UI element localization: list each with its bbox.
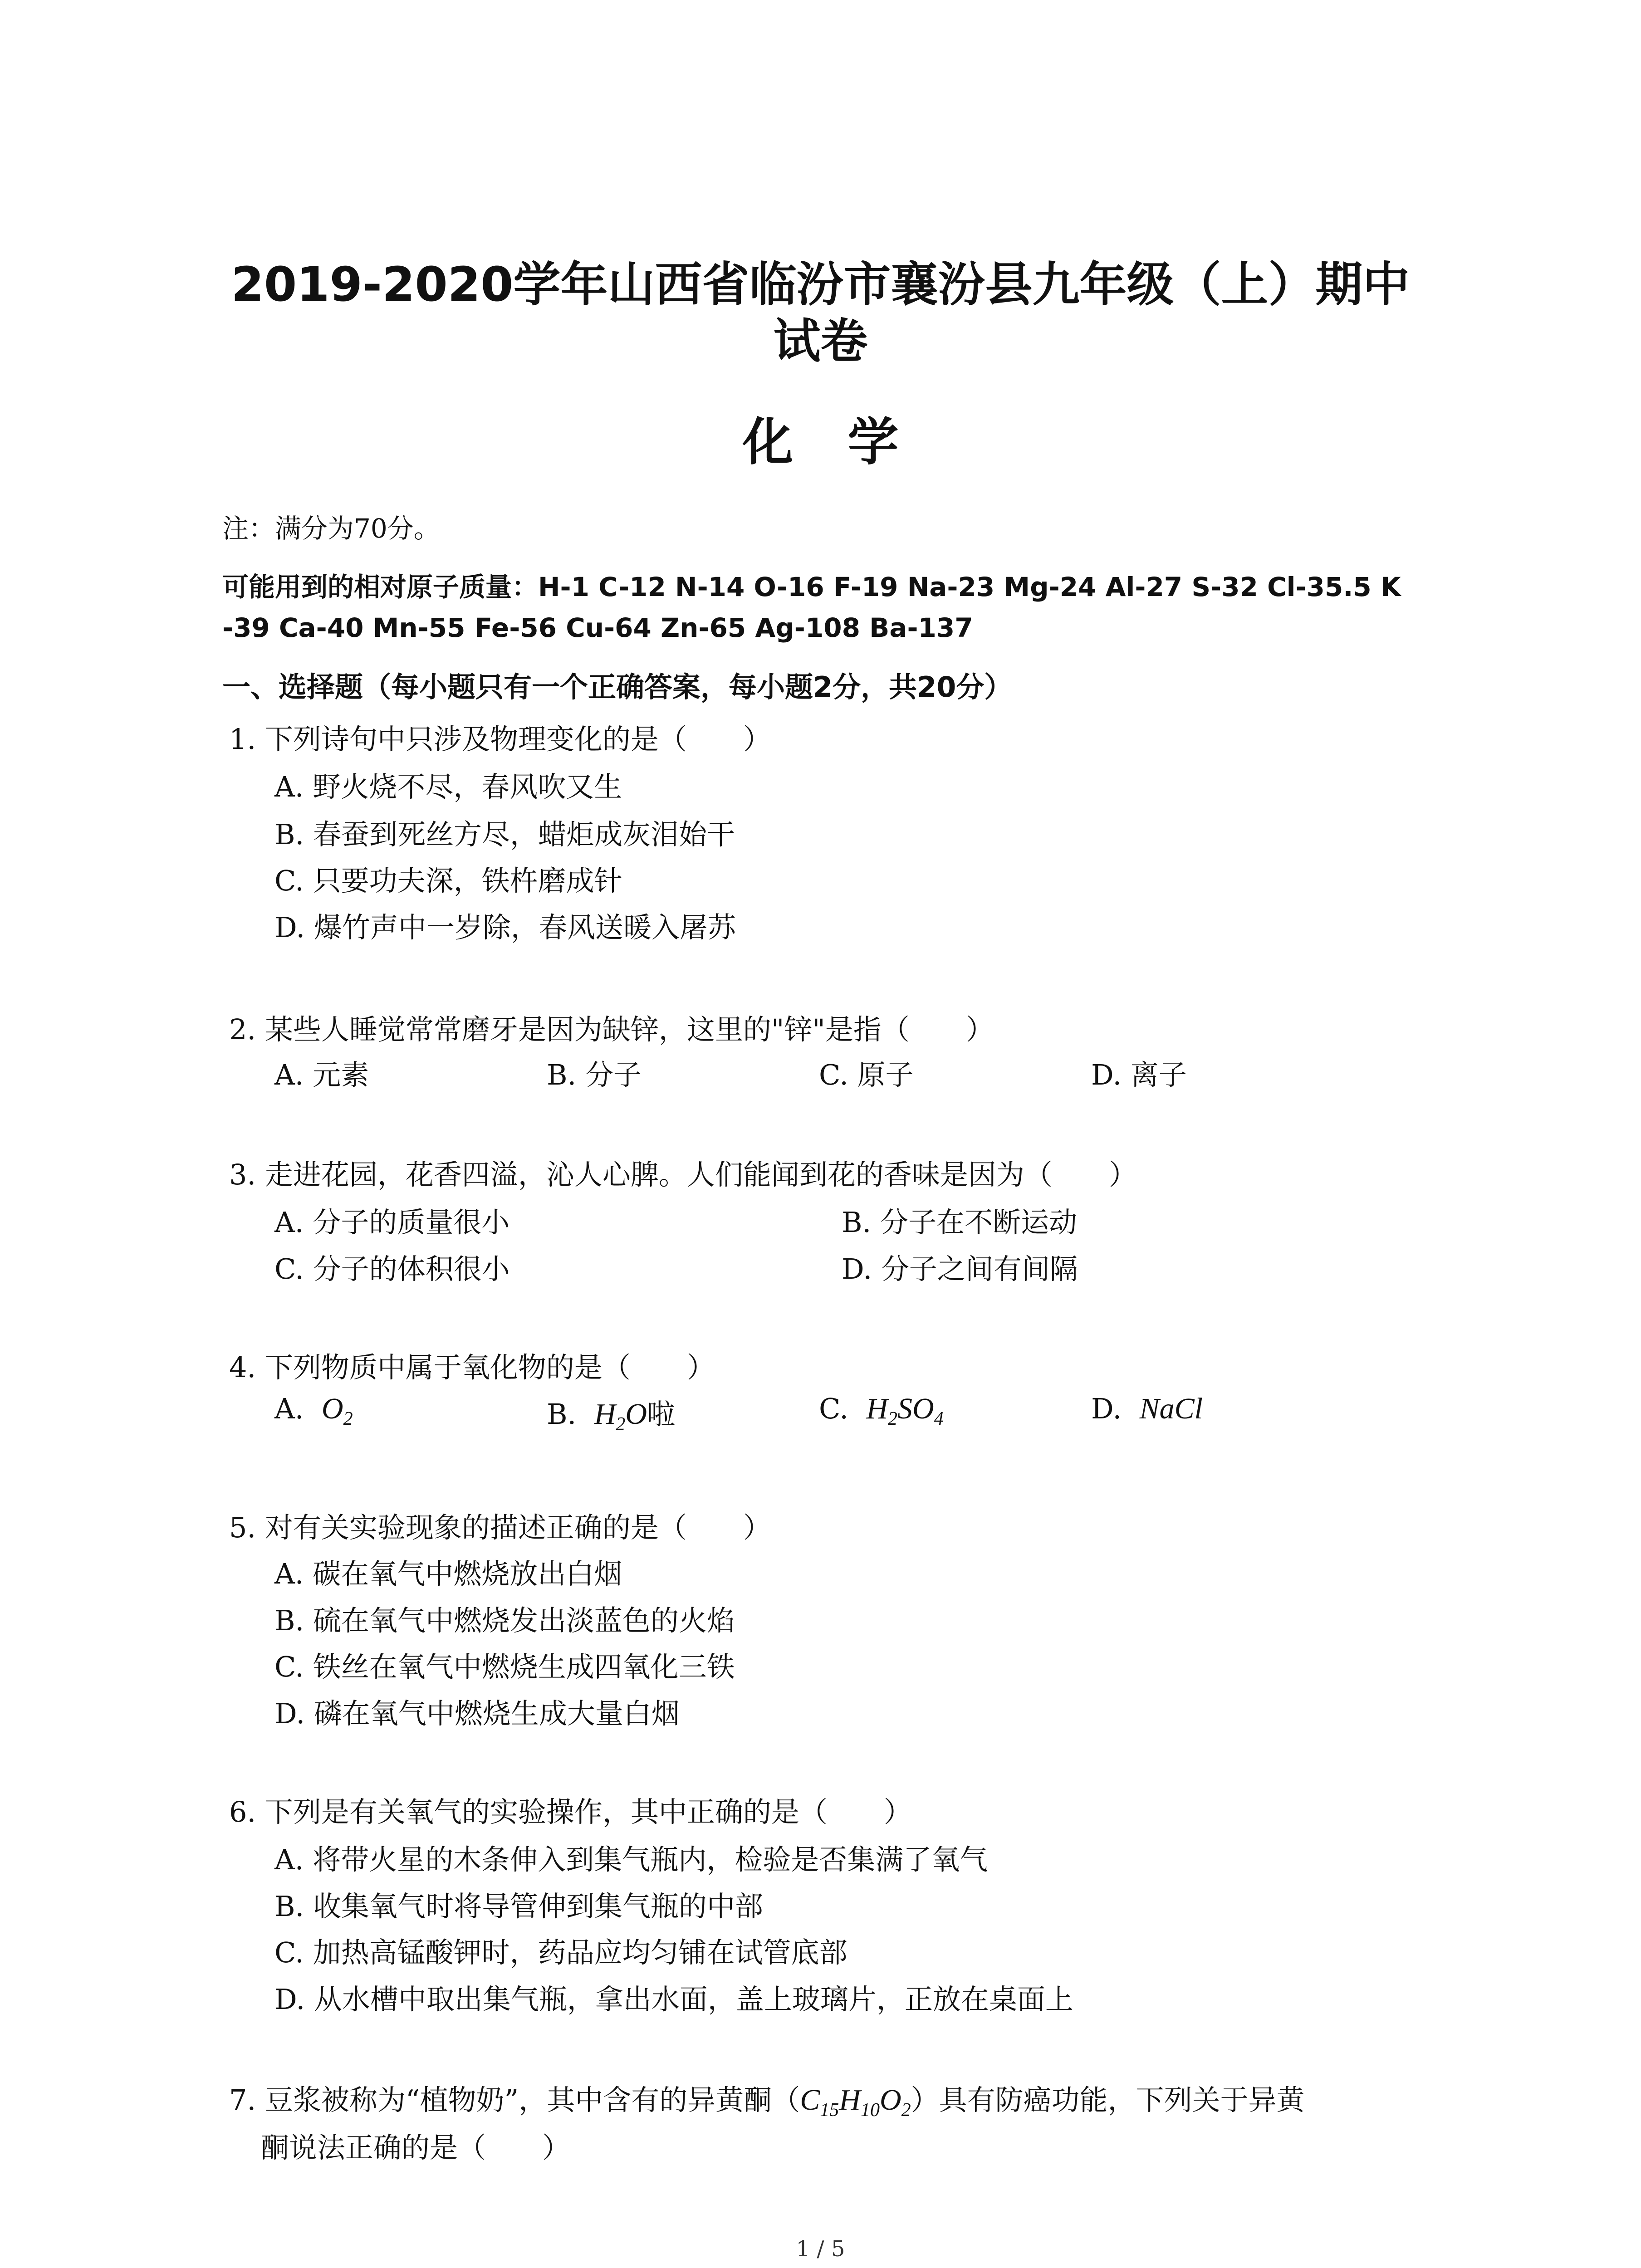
section-heading: 一、选择题（每小题只有一个正确答案，每小题2分，共20分） [222,670,1013,704]
question-5-option-c: C. 铁丝在氧气中燃烧生成四氧化三铁 [274,1650,735,1683]
question-4-option-b [547,1392,675,1435]
atomic-masses-line1: 可能用到的相对原子质量：H-1 C-12 N-14 O-16 F-19 Na-23 Mg-24 Al-27 S-32 Cl-35.5 K [222,572,1401,602]
question-4-option-c [819,1392,944,1430]
option-letter: B. [547,1398,577,1431]
question-4-option-a [274,1392,353,1430]
question-5-option-b: B. 硫在氧气中燃烧发出淡蓝色的火焰 [274,1604,735,1637]
page-number: 1 / 5 [796,2236,845,2262]
option-letter: D. [1091,1392,1122,1425]
formula-h2o: $H_2O$ [594,1398,647,1435]
question-3-stem: 3. 走进花园，花香四溢，沁人心脾。人们能闻到花的香味是因为（ ） [229,1158,1137,1191]
question-3-option-c: C. 分子的体积很小 [274,1252,510,1286]
question-2-option-c: C. 原子 [819,1058,914,1091]
question-5-stem: 5. 对有关实验现象的描述正确的是（ ） [229,1511,771,1544]
exam-title-line2: 试卷 [773,313,868,369]
question-4-stem: 4. 下列物质中属于氧化物的是（ ） [229,1351,715,1384]
question-7-stem-line2: 酮说法正确的是（ ） [261,2131,571,2164]
question-6-option-b: B. 收集氧气时将导管伸到集气瓶的中部 [274,1890,763,1923]
formula-h2so4: $H_2SO_4$ [866,1392,944,1429]
formula-o2: $O_2$ [321,1392,353,1429]
formula-isoflavone: $C_{15}H_{10}O_2$ [800,2083,911,2121]
question-6-stem: 6. 下列是有关氧气的实验操作，其中正确的是（ ） [229,1795,912,1828]
question-5-option-a: A. 碳在氧气中燃烧放出白烟 [274,1557,622,1590]
option-letter: A. [274,1392,304,1425]
question-4-option-d [1091,1392,1203,1426]
question-3-option-a: A. 分子的质量很小 [274,1206,510,1239]
question-1-stem: 1. 下列诗句中只涉及物理变化的是（ ） [229,723,771,756]
question-1-option-a: A. 野火烧不尽，春风吹又生 [274,770,622,803]
question-2-stem: 2. 某些人睡觉常常磨牙是因为缺锌，这里的"锌"是指（ ） [229,1013,994,1046]
option-b-suffix: 啦 [647,1398,676,1431]
subject-title: 化学 [742,413,953,472]
question-3-option-b: B. 分子在不断运动 [842,1206,1077,1239]
question-6-option-d: D. 从水槽中取出集气瓶，拿出水面，盖上玻璃片，正放在桌面上 [274,1983,1073,2016]
option-letter: C. [819,1392,848,1425]
question-1-option-c: C. 只要功夫深，铁杵磨成针 [274,864,622,897]
question-5-option-d: D. 磷在氧气中燃烧生成大量白烟 [274,1697,680,1730]
question-2-option-d: D. 离子 [1091,1058,1187,1091]
score-note: 注：满分为70分。 [222,513,440,544]
question-1-option-b: B. 春蚕到死丝方尽，蜡炬成灰泪始干 [274,818,735,851]
atomic-masses-line2: -39 Ca-40 Mn-55 Fe-56 Cu-64 Zn-65 Ag-108 Ba-137 [222,612,973,643]
question-6-option-a: A. 将带火星的木条伸入到集气瓶内，检验是否集满了氧气 [274,1843,988,1876]
question-7-stem: 7. 豆浆被称为“植物奶”，其中含有的异黄酮$(C_{15}H_{10}O_2)$具有防癌功能，下列关于异黄 [229,2083,1305,2121]
question-2-option-a: A. 元素 [274,1058,369,1091]
question-3-option-d: D. 分子之间有间隔 [842,1252,1078,1286]
formula-nacl: NaCl [1139,1392,1203,1425]
question-2-option-b: B. 分子 [547,1058,642,1091]
question-6-option-c: C. 加热高锰酸钾时，药品应均匀铺在试管底部 [274,1936,847,1969]
question-1-option-d: D. 爆竹声中一岁除，春风送暖入屠苏 [274,911,736,944]
exam-title-line1: 2019-2020学年山西省临汾市襄汾县九年级（上）期中 [231,257,1410,312]
